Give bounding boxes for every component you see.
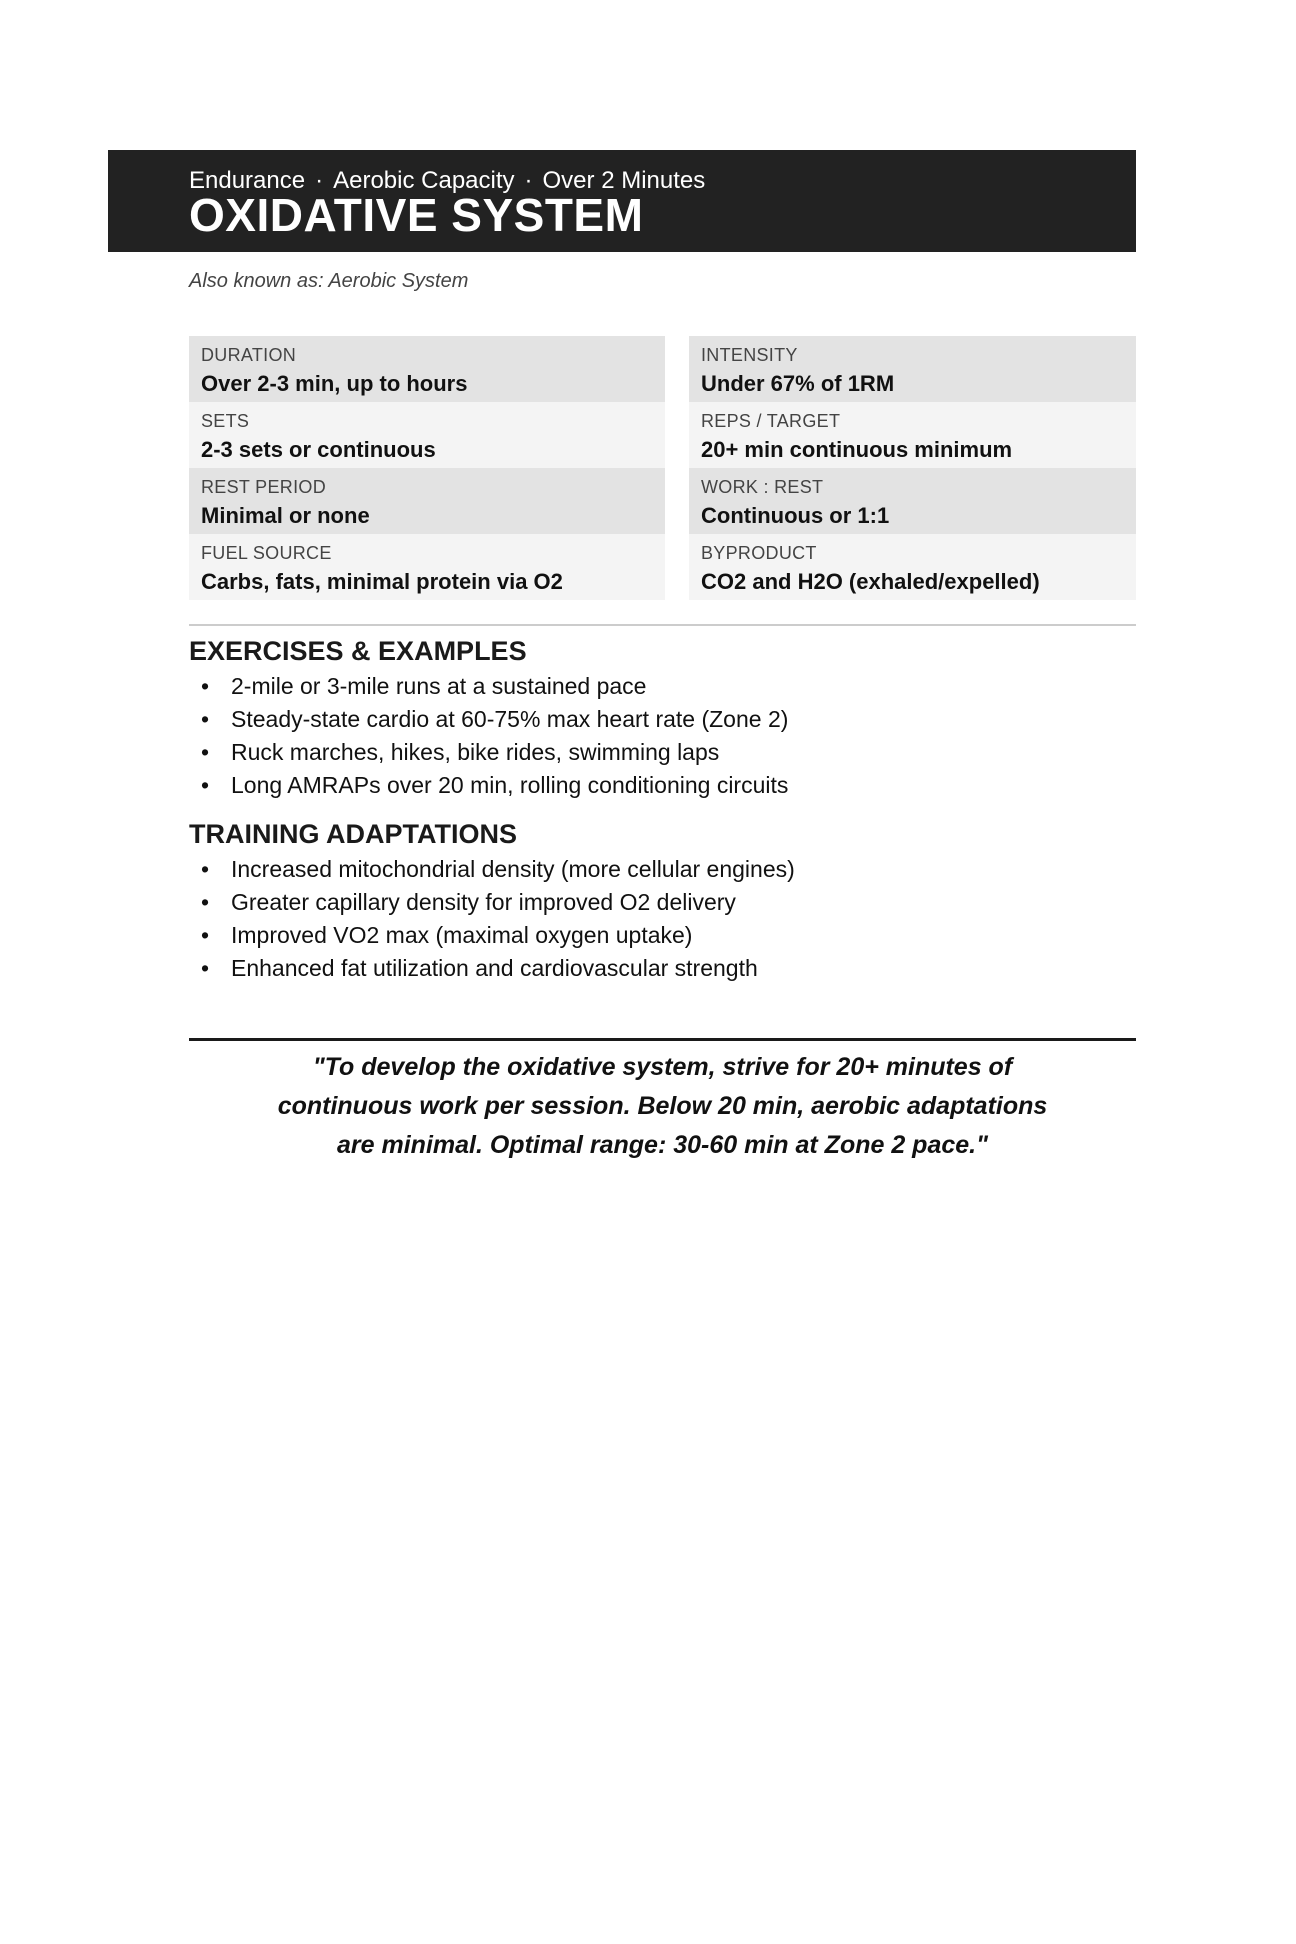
stats-column-left xyxy=(189,336,665,600)
quote-line: continuous work per session. Below 20 min, aerobic adaptations xyxy=(277,1092,1048,1120)
stat-label: INTENSITY xyxy=(701,345,798,365)
bullet: • xyxy=(201,706,210,732)
list-item-text: Improved VO2 max (maximal oxygen uptake) xyxy=(231,922,693,948)
stat-value: CO2 and H2O (exhaled/expelled) xyxy=(701,569,1040,594)
stat-value: Over 2-3 min, up to hours xyxy=(201,371,468,396)
list-item xyxy=(189,703,788,736)
stat-value: 20+ min continuous minimum xyxy=(701,437,1013,462)
header-tag: Aerobic Capacity xyxy=(333,167,515,194)
list-item-text: Greater capillary density for improved O2 delivery xyxy=(231,889,736,915)
bullet: • xyxy=(201,955,210,981)
stat-label: DURATION xyxy=(201,345,297,365)
adaptations-heading: TRAINING ADAPTATIONS xyxy=(189,819,517,849)
list-item xyxy=(189,886,795,919)
list-item xyxy=(189,769,788,802)
stat-cell xyxy=(689,402,1136,468)
stat-label: REST PERIOD xyxy=(201,477,326,497)
exercises-heading: EXERCISES & EXAMPLES xyxy=(189,636,527,666)
list-item xyxy=(189,736,788,769)
quote-line: are minimal. Optimal range: 30-60 min at Zone 2 pace." xyxy=(337,1131,988,1159)
list-item-text: Steady-state cardio at 60-75% max heart rate (Zone 2) xyxy=(231,706,789,732)
bullet: • xyxy=(201,673,210,699)
stat-value: Minimal or none xyxy=(201,503,370,528)
quote-line: "To develop the oxidative system, strive for 20+ minutes of xyxy=(312,1053,1013,1081)
stat-cell xyxy=(189,468,665,534)
list-item xyxy=(189,919,795,952)
stats-column-right xyxy=(689,336,1136,600)
bullet: • xyxy=(201,856,210,882)
stat-label: BYPRODUCT xyxy=(701,543,817,563)
header-tag: Over 2 Minutes xyxy=(542,167,706,194)
stat-value: Carbs, fats, minimal protein via O2 xyxy=(201,569,563,594)
list-item-text: Ruck marches, hikes, bike rides, swimming laps xyxy=(231,739,720,765)
stat-cell xyxy=(689,534,1136,600)
list-item xyxy=(189,670,788,703)
bullet: • xyxy=(201,772,210,798)
page-title: OXIDATIVE SYSTEM xyxy=(189,189,644,241)
adaptations-list xyxy=(189,853,795,985)
also-known-as: Also known as: Aerobic System xyxy=(189,270,469,292)
stat-value: Continuous or 1:1 xyxy=(701,503,890,528)
list-item-text: Increased mitochondrial density (more cellular engines) xyxy=(231,856,795,882)
bullet: • xyxy=(201,922,210,948)
tag-separator: · xyxy=(524,167,533,194)
list-item-text: 2-mile or 3-mile runs at a sustained pace xyxy=(231,673,647,699)
stat-cell xyxy=(189,336,665,402)
header-banner xyxy=(108,150,1136,252)
stat-value: 2-3 sets or continuous xyxy=(201,437,436,462)
stat-label: FUEL SOURCE xyxy=(201,543,332,563)
stat-cell xyxy=(189,534,665,600)
list-item xyxy=(189,853,795,886)
stat-label: WORK : REST xyxy=(701,477,824,497)
stat-label: REPS / TARGET xyxy=(701,411,841,431)
stat-value: Under 67% of 1RM xyxy=(701,371,895,396)
list-item-text: Long AMRAPs over 20 min, rolling conditioning circuits xyxy=(231,772,789,798)
bullet: • xyxy=(201,889,210,915)
stat-cell xyxy=(689,468,1136,534)
tag-separator: · xyxy=(315,167,324,194)
list-item xyxy=(189,952,795,985)
section-divider xyxy=(189,624,1136,626)
list-item-text: Enhanced fat utilization and cardiovascular strength xyxy=(231,955,758,981)
bullet: • xyxy=(201,739,210,765)
stat-cell xyxy=(689,336,1136,402)
header-tag: Endurance xyxy=(189,167,306,194)
closing-quote xyxy=(189,1048,1136,1165)
stat-cell xyxy=(189,402,665,468)
exercises-list xyxy=(189,670,788,802)
stat-label: SETS xyxy=(201,411,250,431)
quote-divider xyxy=(189,1038,1136,1041)
